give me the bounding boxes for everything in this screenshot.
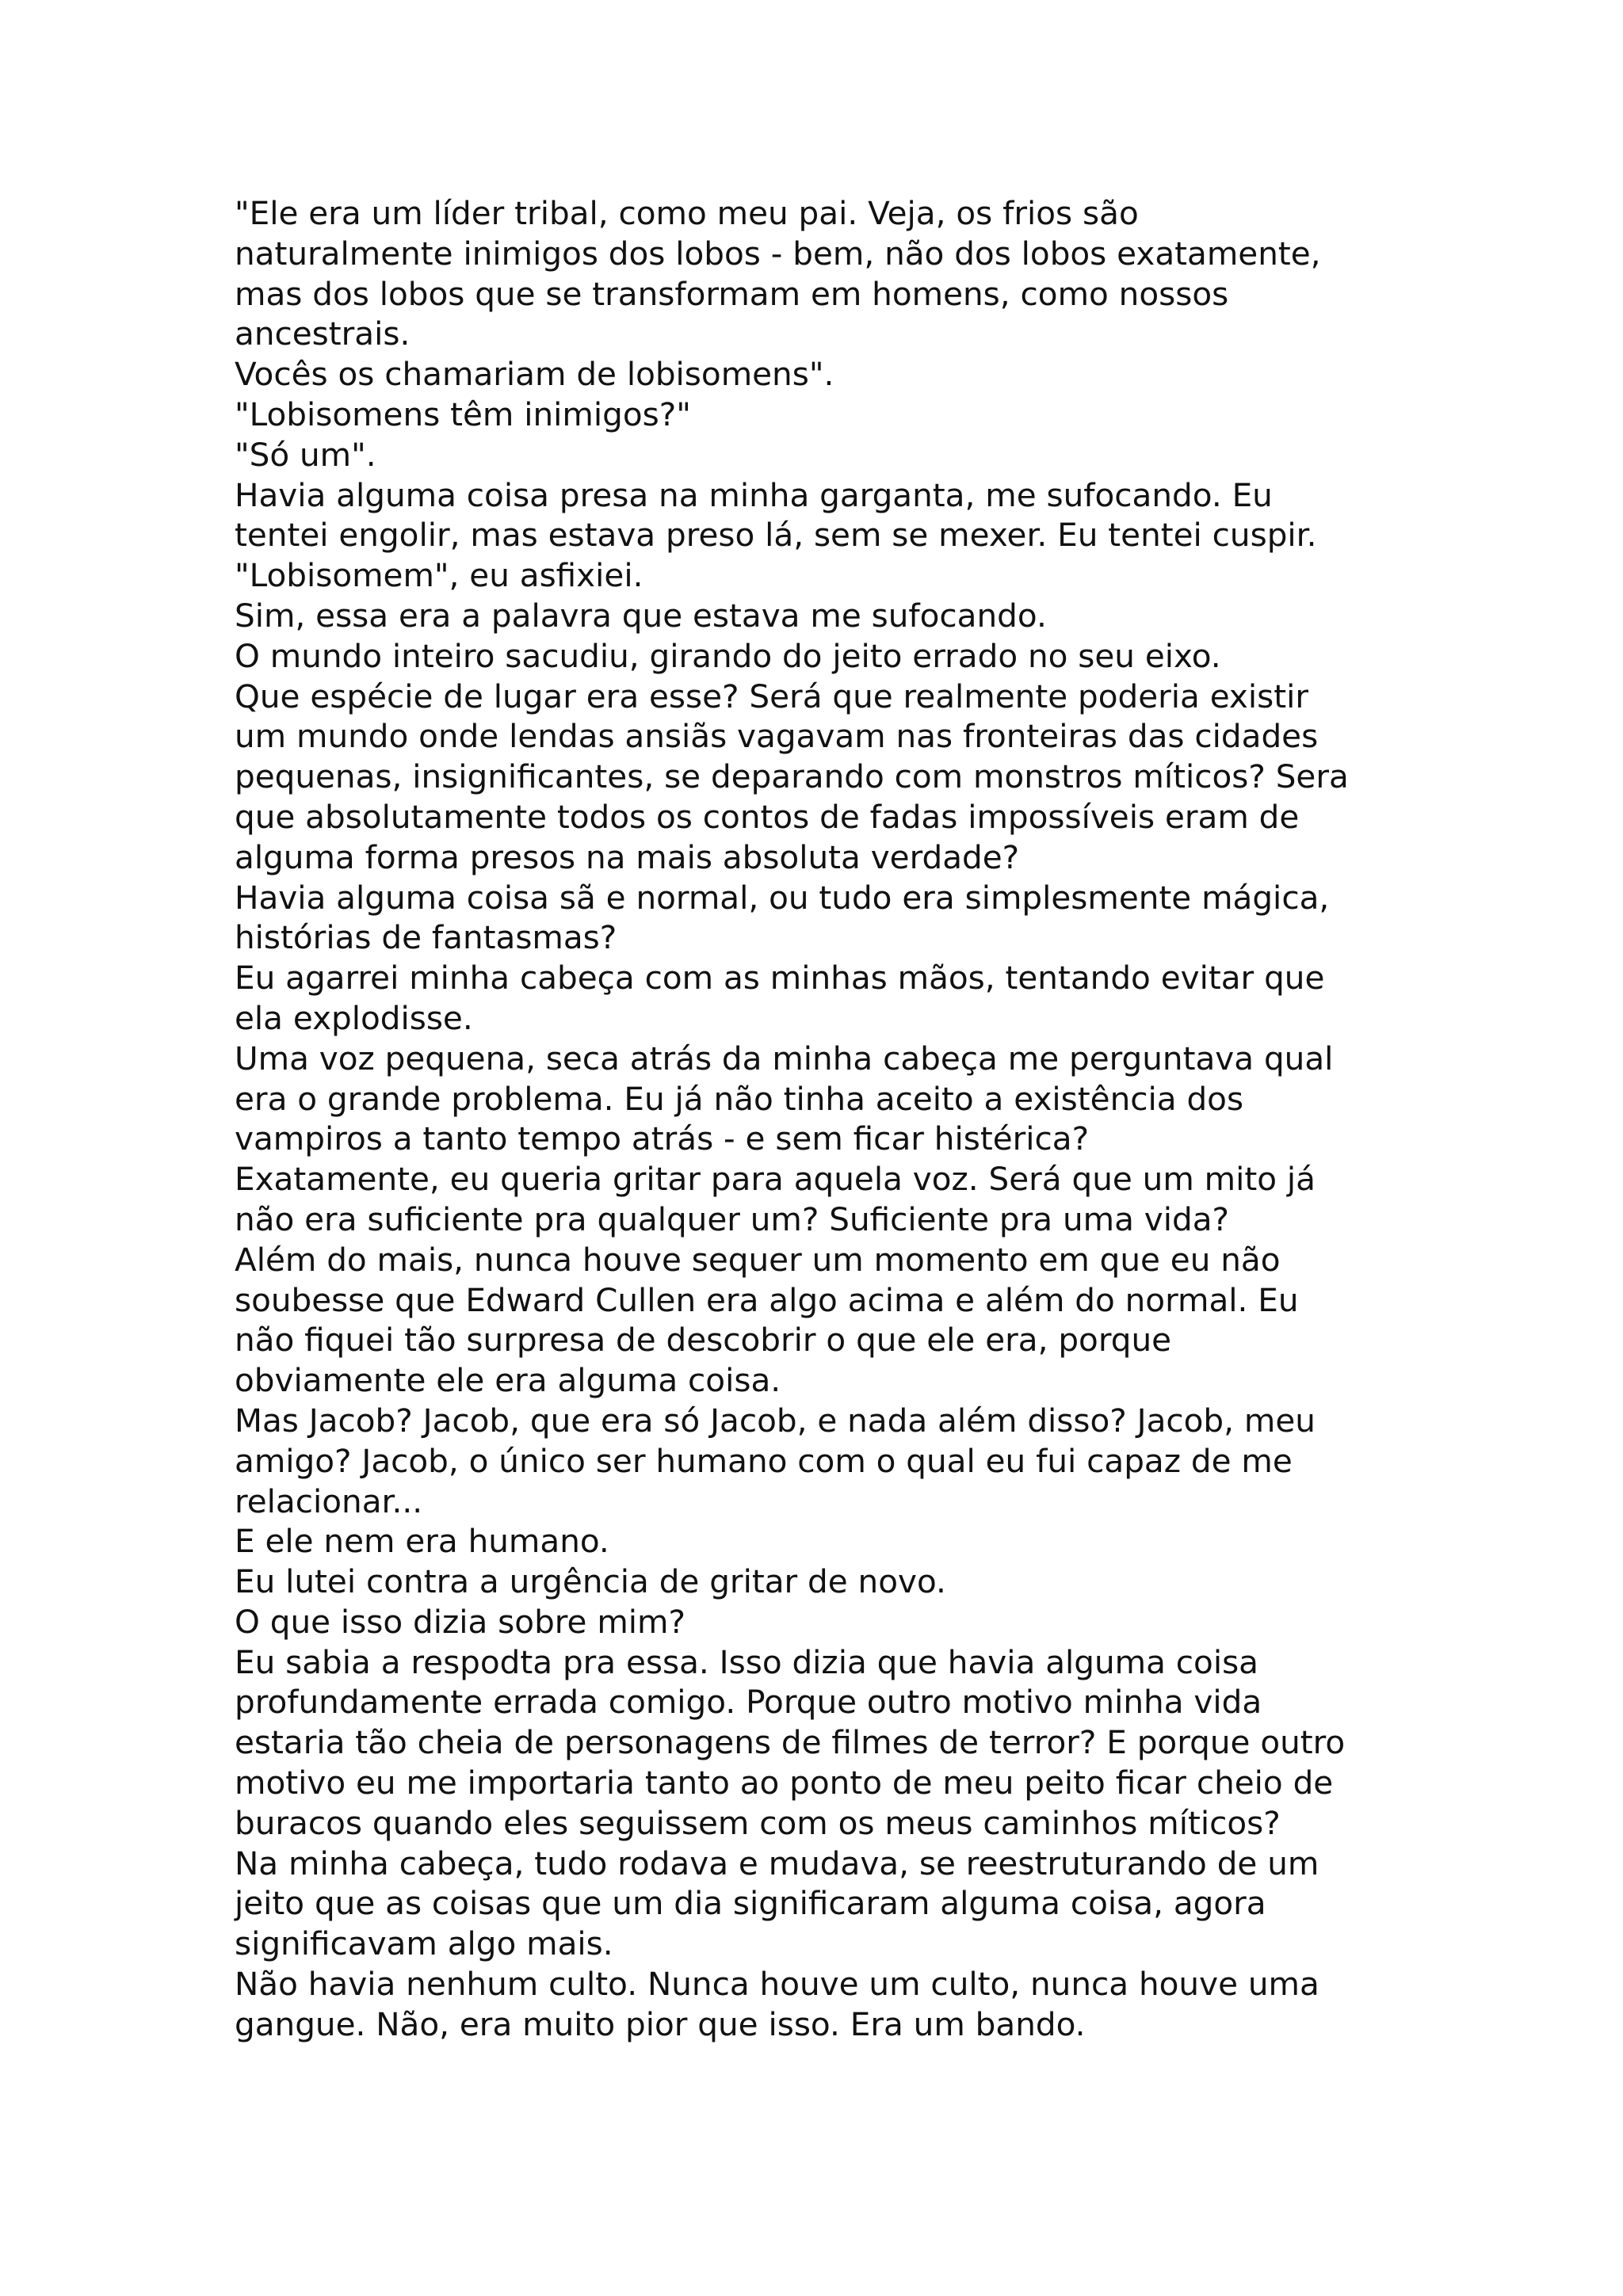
text-line: estaria tão cheia de personagens de filmes de terror? E porque outro	[235, 1723, 1346, 1762]
text-line: relacionar...	[235, 1482, 423, 1520]
text-line: significavam algo mais.	[235, 1924, 613, 1963]
text-line: Havia alguma coisa sã e normal, ou tudo era simplesmente mágica,	[235, 878, 1330, 917]
body-text	[235, 193, 1400, 2045]
text-line: Que espécie de lugar era esse? Será que realmente poderia existir	[235, 677, 1309, 715]
text-line: "Lobisomens têm inimigos?"	[235, 395, 691, 433]
text-line: "Lobisomem", eu asfixiei.	[235, 556, 643, 595]
text-line: histórias de fantasmas?	[235, 918, 617, 957]
text-line: profundamente errada comigo. Porque outro motivo minha vida	[235, 1683, 1262, 1722]
text-line: vampiros a tanto tempo atrás - e sem ficar histérica?	[235, 1119, 1090, 1158]
text-line: soubesse que Edward Cullen era algo acima e além do normal. Eu	[235, 1280, 1299, 1319]
text-line: Sim, essa era a palavra que estava me sufocando.	[235, 596, 1047, 635]
text-line: Vocês os chamariam de lobisomens".	[235, 355, 834, 394]
text-line: Mas Jacob? Jacob, que era só Jacob, e nada além disso? Jacob, meu	[235, 1401, 1316, 1440]
text-line: Além do mais, nunca houve sequer um momento em que eu não	[235, 1240, 1281, 1279]
text-line: "Só um".	[235, 435, 376, 474]
text-line: tentei engolir, mas estava preso lá, sem se mexer. Eu tentei cuspir.	[235, 516, 1317, 555]
text-line: O que isso dizia sobre mim?	[235, 1602, 685, 1641]
text-line: "Ele era um líder tribal, como meu pai. Veja, os frios são	[235, 194, 1139, 232]
text-line: era o grande problema. Eu já não tinha aceito a existência dos	[235, 1079, 1244, 1118]
text-line: obviamente ele era alguma coisa.	[235, 1361, 781, 1400]
text-line: Exatamente, eu queria gritar para aquela voz. Será que um mito já	[235, 1160, 1316, 1199]
text-line: ela explodisse.	[235, 998, 473, 1037]
text-line: Havia alguma coisa presa na minha garganta, me sufocando. Eu	[235, 475, 1273, 514]
text-line: pequenas, insignificantes, se deparando com monstros míticos? Sera	[235, 757, 1349, 796]
text-line: não era suficiente pra qualquer um? Suficiente pra uma vida?	[235, 1199, 1230, 1238]
text-line: amigo? Jacob, o único ser humano com o qual eu fui capaz de me	[235, 1441, 1293, 1480]
text-line: Não havia nenhum culto. Nunca houve um culto, nunca houve uma	[235, 1965, 1319, 2004]
text-line: ancestrais.	[235, 315, 411, 353]
text-line: Na minha cabeça, tudo rodava e mudava, se reestruturando de um	[235, 1844, 1319, 1882]
text-line: um mundo onde lendas ansiãs vagavam nas fronteiras das cidades	[235, 717, 1319, 756]
text-line: motivo eu me importaria tanto ao ponto de meu peito ficar cheio de	[235, 1764, 1334, 1802]
text-line: jeito que as coisas que um dia significaram alguma coisa, agora	[235, 1884, 1266, 1923]
text-line: E ele nem era humano.	[235, 1522, 609, 1561]
text-line: que absolutamente todos os contos de fadas impossíveis eram de	[235, 797, 1300, 836]
text-line: Eu sabia a respodta pra essa. Isso dizia que havia alguma coisa	[235, 1642, 1259, 1681]
text-line: Eu agarrei minha cabeça com as minhas mãos, tentando evitar que	[235, 959, 1325, 997]
text-line: alguma forma presos na mais absoluta verdade?	[235, 837, 1020, 876]
text-line: Eu lutei contra a urgência de gritar de novo.	[235, 1562, 946, 1601]
text-line: Uma voz pequena, seca atrás da minha cabeça me perguntava qual	[235, 1039, 1334, 1077]
text-line: mas dos lobos que se transformam em homens, como nossos	[235, 274, 1229, 313]
text-line: não fiquei tão surpresa de descobrir o que ele era, porque	[235, 1321, 1172, 1360]
text-line: naturalmente inimigos dos lobos - bem, não dos lobos exatamente,	[235, 234, 1321, 273]
text-line: O mundo inteiro sacudiu, girando do jeito errado no seu eixo.	[235, 636, 1221, 675]
text-line: gangue. Não, era muito pior que isso. Era um bando.	[235, 2004, 1086, 2043]
text-line: buracos quando eles seguissem com os meus caminhos míticos?	[235, 1803, 1281, 1842]
